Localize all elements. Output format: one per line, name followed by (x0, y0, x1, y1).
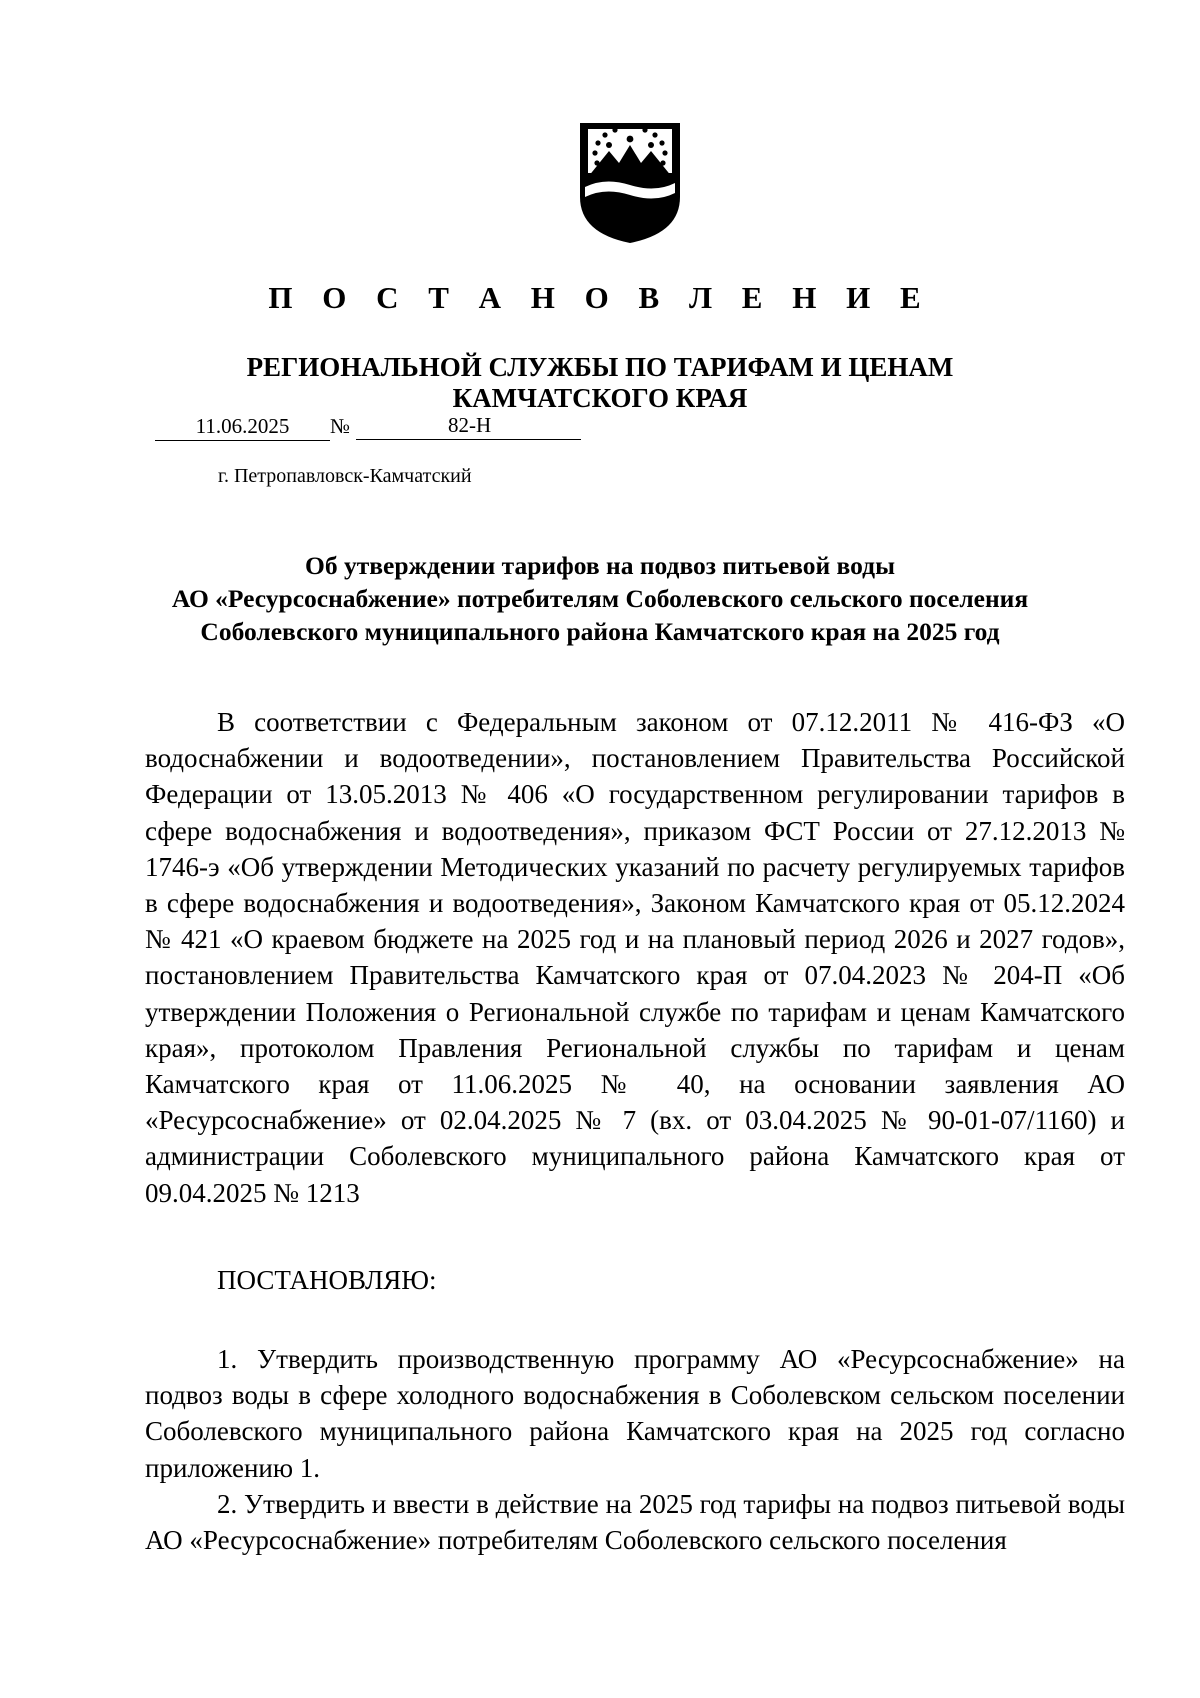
subject-line-1: Об утверждении тарифов на подвоз питьевой воды (305, 551, 895, 580)
resolve-heading: ПОСТАНОВЛЯЮ: (217, 1265, 437, 1295)
number-sign: № (330, 414, 351, 438)
subject-line-3: Соболевского муниципального района Камчатского края на 2025 год (200, 617, 1000, 646)
preamble-paragraph: В соответствии с Федеральным законом от 07.12.2011 № 416-ФЗ «О водоснабжении и водоотведении», постановлением Правительства Российской Федерации от 13.05.2013 № 406 «О государственном регулировании тарифов в сфере водоснабжения и водоотведения», приказом ФСТ России от 27.12.2013 № 1746-э «Об утверждении Методических указаний по расчету регулируемых тарифов в сфере водоснабжения и водоотведения», Законом Камчатского края от 05.12.2024 № 421 «О краевом бюджете на 2025 год и на плановый период 2026 и 2027 годов», постановлением Правительства Камчатского края от 07.04.2023 № 204-П «Об утверждении Положения о Региональной службе по тарифам и ценам Камчатского края», протоколом Правления Региональной службы по тарифам и ценам Камчатского края от 11.06.2025 № 40, на основании заявления АО «Ресурсоснабжение» от 02.04.2025 № 7 (вх. от 03.04.2025 № 90-01-07/1160) и администрации Соболевского муниципального района Камчатского края от 09.04.2025 № 1213 (145, 707, 1125, 1208)
issuing-agency (180, 352, 1020, 414)
coat-of-arms-icon (575, 115, 685, 245)
agency-line-2: КАМЧАТСКОГО КРАЯ (452, 383, 748, 413)
document-subject (120, 549, 1080, 648)
agency-line-1: РЕГИОНАЛЬНОЙ СЛУЖБЫ ПО ТАРИФАМ И ЦЕНАМ (246, 352, 954, 382)
document-type-title: П О С Т А Н О В Л Е Н И Е (268, 280, 932, 315)
item-2-paragraph: 2. Утвердить и ввести в действие на 2025 год тарифы на подвоз питьевой воды АО «Ресурсоснабжение» потребителям Соболевского сельского поселения (145, 1489, 1125, 1556)
document-date: 11.06.2025 (155, 410, 330, 441)
item-1-paragraph: 1. Утвердить производственную программу АО «Ресурсоснабжение» на подвоз воды в сфере холодного водоснабжения в Соболевском сельском поселении Соболевского муниципального района Камчатского края на 2025 год согласно приложению 1. (145, 1344, 1125, 1483)
document-number: 82-Н (356, 410, 581, 440)
document-city: г. Петропавловск-Камчатский (218, 465, 472, 487)
subject-line-2: АО «Ресурсоснабжение» потребителям Соболевского сельского поселения (171, 584, 1029, 613)
